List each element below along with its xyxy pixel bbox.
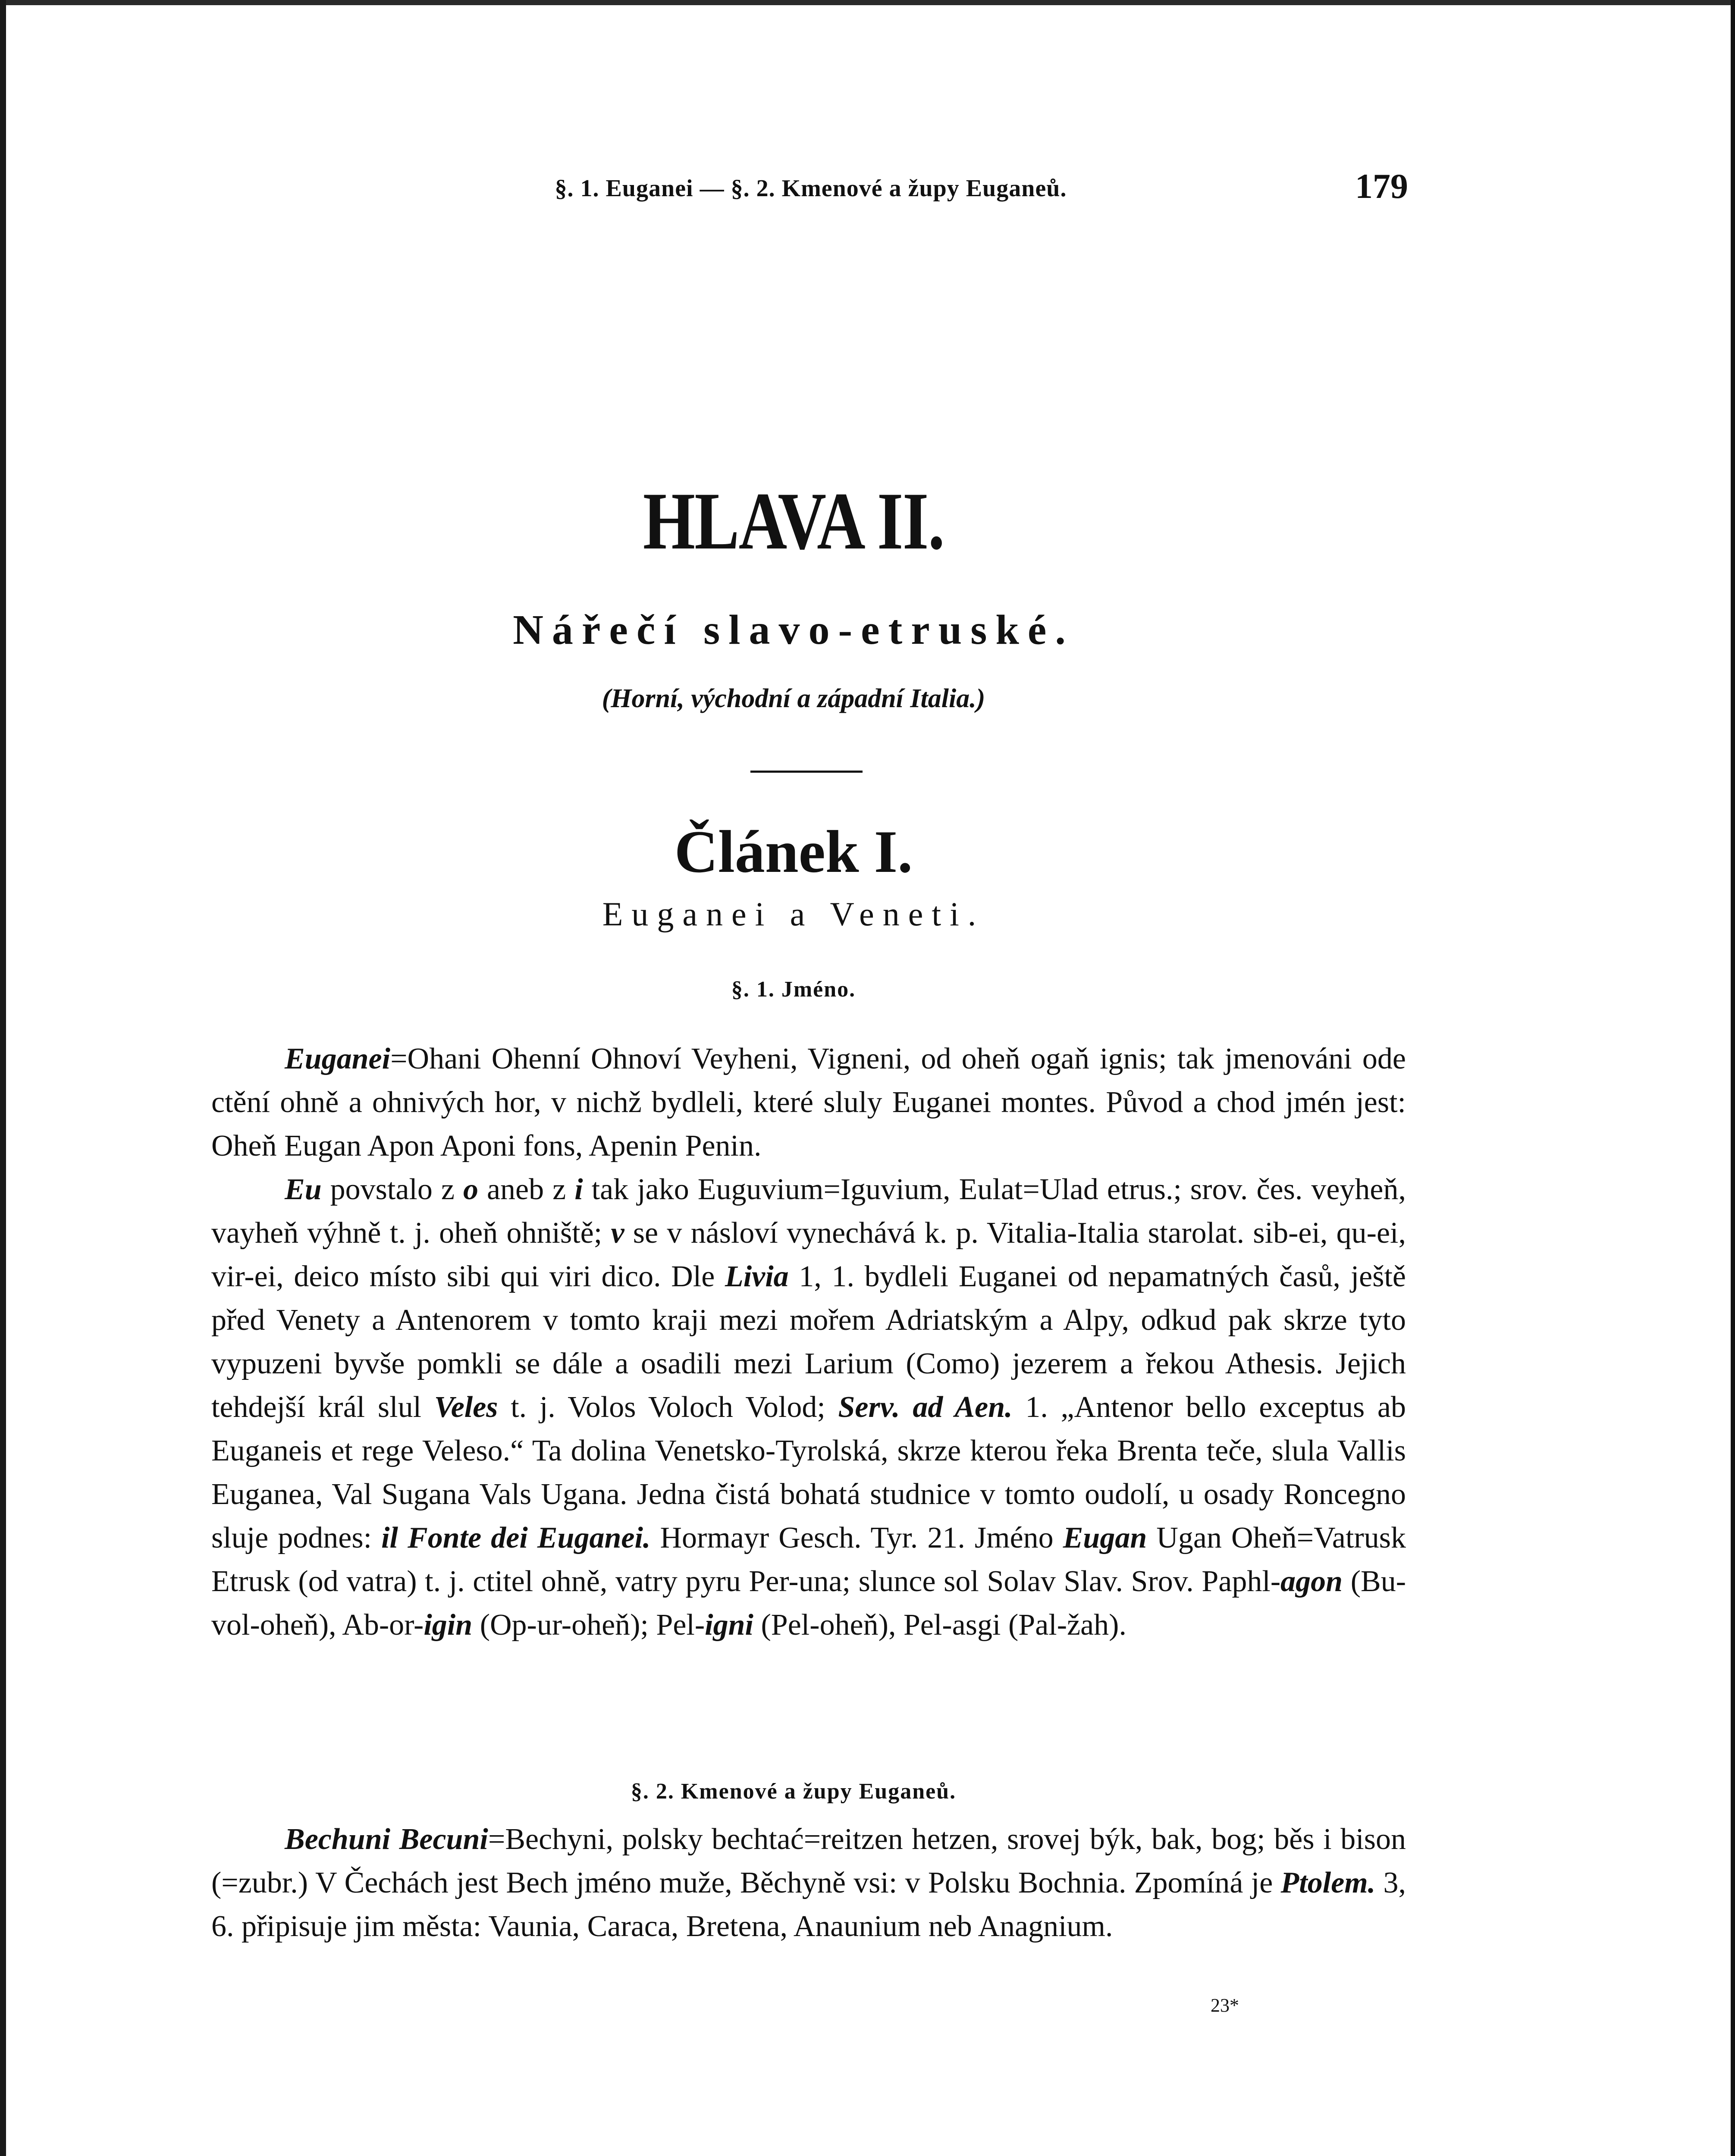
scan-border-top — [0, 0, 1735, 5]
running-head: §. 1. Euganei — §. 2. Kmenové a župy Euganeů. — [555, 175, 1067, 202]
paragraph: Euganei=Ohani Ohenní Ohnoví Veyheni, Vigneni, od oheň ogaň ignis; tak jmenováni ode ctění ohně a ohnivých hor, v nichž bydleli, které sluly Euganei montes. Původ a chod jmén jest: Oheň Eugan Apon Aponi fons, Apenin Penin. — [211, 1042, 1406, 1163]
article-title: Článek I. — [674, 818, 913, 885]
divider-rule — [750, 771, 863, 773]
section-2-body — [211, 1818, 1406, 1948]
section-heading-2: §. 2. Kmenové a župy Euganeů. — [631, 1779, 957, 1804]
paragraph: Bechuni Becuni=Bechyni, polsky bechtać=reitzen hetzen, srovej býk, bak, bog; běs i bison (=zubr.) V Čechách jest Bech jméno muže, Běchyně vsi: v Polsku Bochnia. Zpomíná je Ptolem. 3, 6. připisuje jim města: Vaunia, Caraca, Bretena, Anaunium neb Anagnium. — [211, 1823, 1406, 1943]
scan-border-right — [1731, 0, 1735, 2156]
article-subtitle: Euganei a Veneti. — [602, 895, 985, 933]
chapter-title: HLAVA II. — [643, 476, 944, 567]
paragraph: Eu povstalo z o aneb z i tak jako Euguvium=Iguvium, Eulat=Ulad etrus.; srov. čes. veyheň, vayheň výhně t. j. oheň ohniště; v se v násloví vynechává k. p. Vitalia-Italia starolat. sib-ei, qu-ei, vir-ei, deico místo sibi qui viri dico. Dle Livia 1, 1. bydleli Euganei od nepamatných časů, ještě před Venety a Antenorem v tomto kraji mezi mořem Adriatským a Alpy, odkud pak skrze tyto vypuzeni byvše pomkli se dále a osadili mezi Larium (Como) jezerem a řekou Athesis. Jejich tehdejší král slul Veles t. j. Volos Voloch Volod; Serv. ad Aen. 1. „Antenor bello exceptus ab Euganeis et rege Veleso.“ Ta dolina Venetsko-Tyrolská, skrze kterou řeka Brenta teče, slula Vallis Euganea, Val Sugana Vals Ugana. Jedna čistá bohatá studnice v tomto oudolí, u osady Roncegno sluje podnes: il Fonte dei Euganei. Hormayr Gesch. Tyr. 21. Jméno Eugan Ugan Oheň=Vatrusk Etrusk (od vatra) t. j. ctitel ohně, vatry pyru Per-una; slunce sol Solav Slav. Srov. Paphl-agon (Bu-vol-oheň), Ab-or-igin (Op-ur-oheň); Pel-igni (Pel-oheň), Pel-asgi (Pal-žah). — [211, 1173, 1406, 1642]
chapter-subtitle: Nářečí slavo-etruské. — [513, 607, 1074, 653]
page-number: 179 — [1355, 166, 1408, 206]
signature-mark: 23* — [1211, 1995, 1239, 2016]
chapter-region: (Horní, východní a západní Italia.) — [602, 684, 985, 713]
section-heading-1: §. 1. Jméno. — [731, 977, 856, 1002]
section-1-body — [211, 1037, 1406, 1647]
scan-border-left — [0, 0, 6, 2156]
